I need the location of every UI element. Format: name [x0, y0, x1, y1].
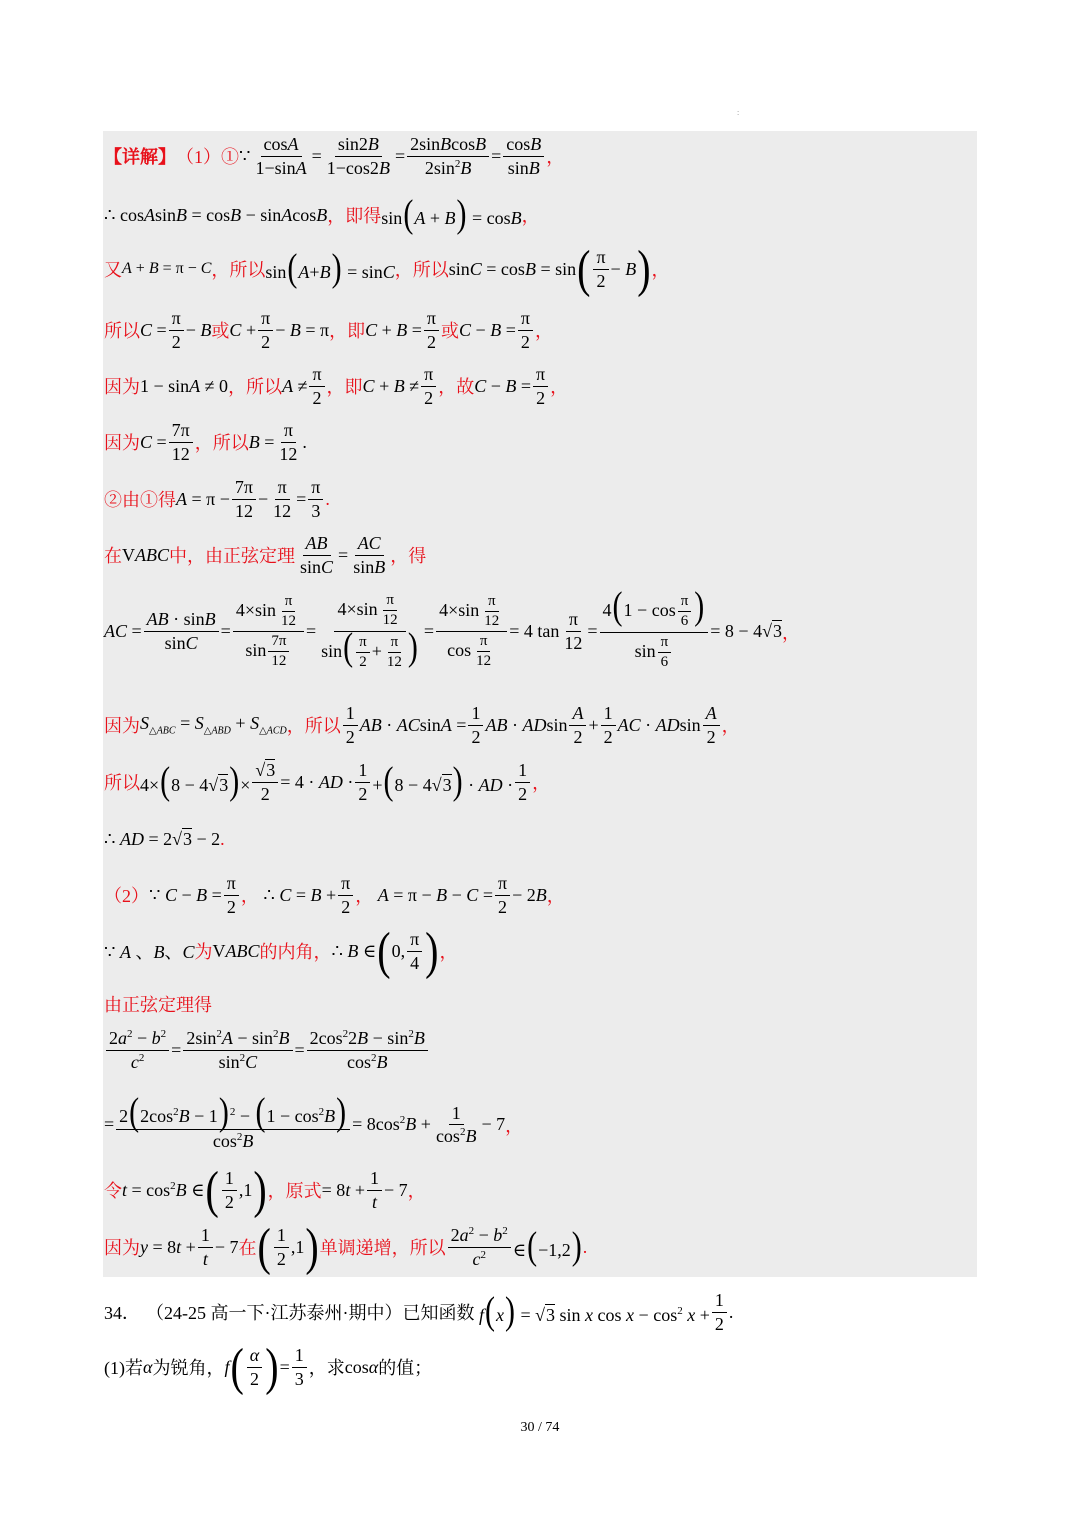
solution-line-7: ②由①得 A = π − $\frac{7\pi}{12}$ − $\frac{\pi}{12}$ = $\frac{\pi}{3}$ . — [104, 477, 330, 521]
solution-line-11: 所以 4×(8 − 4√3)× $\frac{√3}{2}$ = 4 · AD · $\frac{1}{2}$ +(8 − 4√3) · AD · $\frac{1}{2}$ ， — [104, 760, 551, 804]
solution-line-3: 又 A + B = π − C ，所以 sin(A+B) = sinC ，所以 sinC = cosB = sin ( $\frac{\pi}{2}$ − B ) ， — [104, 239, 670, 298]
solution-line-15: 由正弦定理得 — [104, 995, 212, 1015]
solution-line-16: $\frac{2a^2 - b^2}{c^2}$ = $\frac{2\sin^2A - \sin^2B}{\sin^2C}$ = $\frac{2\cos^22B - \sin^2B}{\cos^2B}$ — [104, 1028, 430, 1072]
solution-line-14: ∵ A 、B、C 为 VABC 的内角， ∴ B ∈ ( 0, $\frac{\pi}{4}$ ) ， — [104, 921, 458, 980]
solution-line-8: 在 VABC 中，由正弦定理 $\frac{AB}{\sin C}$ = $\frac{AC}{\sin B}$ ，得 — [104, 533, 427, 577]
question-number: 34． — [104, 1303, 140, 1324]
page-number: 30 / 74 — [520, 1420, 560, 1435]
question-source: （24-25 高一下·江苏泰州·期中）已知函数 — [146, 1303, 475, 1324]
solution-line-18: 令 $t = \cos^2B$ ∈ ( $\frac{1}{2}$ ,1 ) ，原式 = 8t + $\frac{1}{t}$ − 7 ， — [104, 1160, 426, 1219]
solution-line-2: ∴ cosAsinB = cosB − sinAcosB ， 即得 sin(A + B) = cosB ， — [104, 192, 540, 236]
solution-line-19: 因为 y = 8t + $\frac{1}{t}$ − 7 在 ( $\frac{1}{2}$ ,1 ) 单调递增，所以 $\frac{2a^2 - b^2}{c^2}$ ∈(−1,2) . — [104, 1217, 588, 1276]
question-34-part1: (1)若 α 为锐角， f ( $\frac{\alpha}{2}$ ) = $\frac{1}{3}$ ，求 cosα 的值； — [104, 1337, 433, 1396]
solution-line-17: = $\frac{2(2\cos^2B - 1)^2 - (1 - \cos^2B)}{\cos^2B}$ = $8\cos^2B$ + $\frac{1}{\cos^2B}$ − 7 ， — [104, 1090, 524, 1151]
solution-line-5: 因为 1 − sinA ≠ 0 ，所以 A ≠ $\frac{\pi}{2}$ ，即 C + B ≠ $\frac{\pi}{2}$ ，故 C − B = $\frac{\pi}{2}$ ， — [104, 364, 569, 408]
solution-heading: 【详解】 — [104, 147, 176, 168]
solution-line-10: 因为 $S_{\triangle ABC} = S_{\triangle ABD} + S_{\triangle ACD}$ ，所以 $\frac{1}{2}$ AB · ACsinA = $\frac{1}{2}$ AB · ADsin $\frac{A}{2}$ + $\frac{1}{2}$ AC · ADsin $\frac{A}{2}$ ， — [104, 703, 740, 747]
part1-label: （1）① — [176, 147, 239, 168]
header-mark: : — [737, 108, 740, 117]
solution-line-4: 所以 C = $\frac{\pi}{2}$ − B 或 C + $\frac{\pi}{2}$ − B = π ，即 C + B = $\frac{\pi}{2}$ 或 C − B = $\frac{\pi}{2}$ ， — [104, 308, 553, 352]
solution-line-9: AC = $\frac{AB \cdot \sin B}{\sin C}$ = 4×sin $\frac{\pi}{12}$ sin $\frac{7\pi}{12}$ = 4×sin $\frac{\pi}{12}$ sin( $\frac{\pi}{2}$ + $\frac{\pi}{12}$ ) = 4×sin $\frac{\pi}{12}$ cos $\frac{\pi}{12}$ = 4 tan $\frac{\pi}{12}$ = 4(1 − cos $\frac{\pi}{6}$ ) sin $\frac{\pi}{6}$ = 8 − 4√3 ， — [104, 584, 800, 670]
question-34-stem: 34． （24-25 高一下·江苏泰州·期中）已知函数 f(x) = √3 sin x $\cos x - \cos^2 x$ + $\frac{1}{2}$ . — [104, 1290, 734, 1334]
solution-line-1: 【详解】 （1）① ∵ $\frac{\cos A}{1-\sin A}$ = $\frac{\sin 2B}{1-\cos 2B}$ = $\frac{\text{2sinBcosB}}{2\sin^2B}$ = $\frac{\cos B}{\sin B}$ ， — [104, 134, 565, 178]
solution-line-6: 因为 C = $\frac{7\pi}{12}$ ，所以 B = $\frac{\pi}{12}$ . — [104, 420, 307, 464]
solution-line-12: ∴ AD = 2√3 − 2 . — [104, 829, 225, 849]
solution-line-13: （2） ∵ C − B = $\frac{\pi}{2}$ ， ∴ C = B + $\frac{\pi}{2}$ ， A = π − B − C = $\frac{\pi}{2}$ − 2B ， — [104, 873, 565, 917]
